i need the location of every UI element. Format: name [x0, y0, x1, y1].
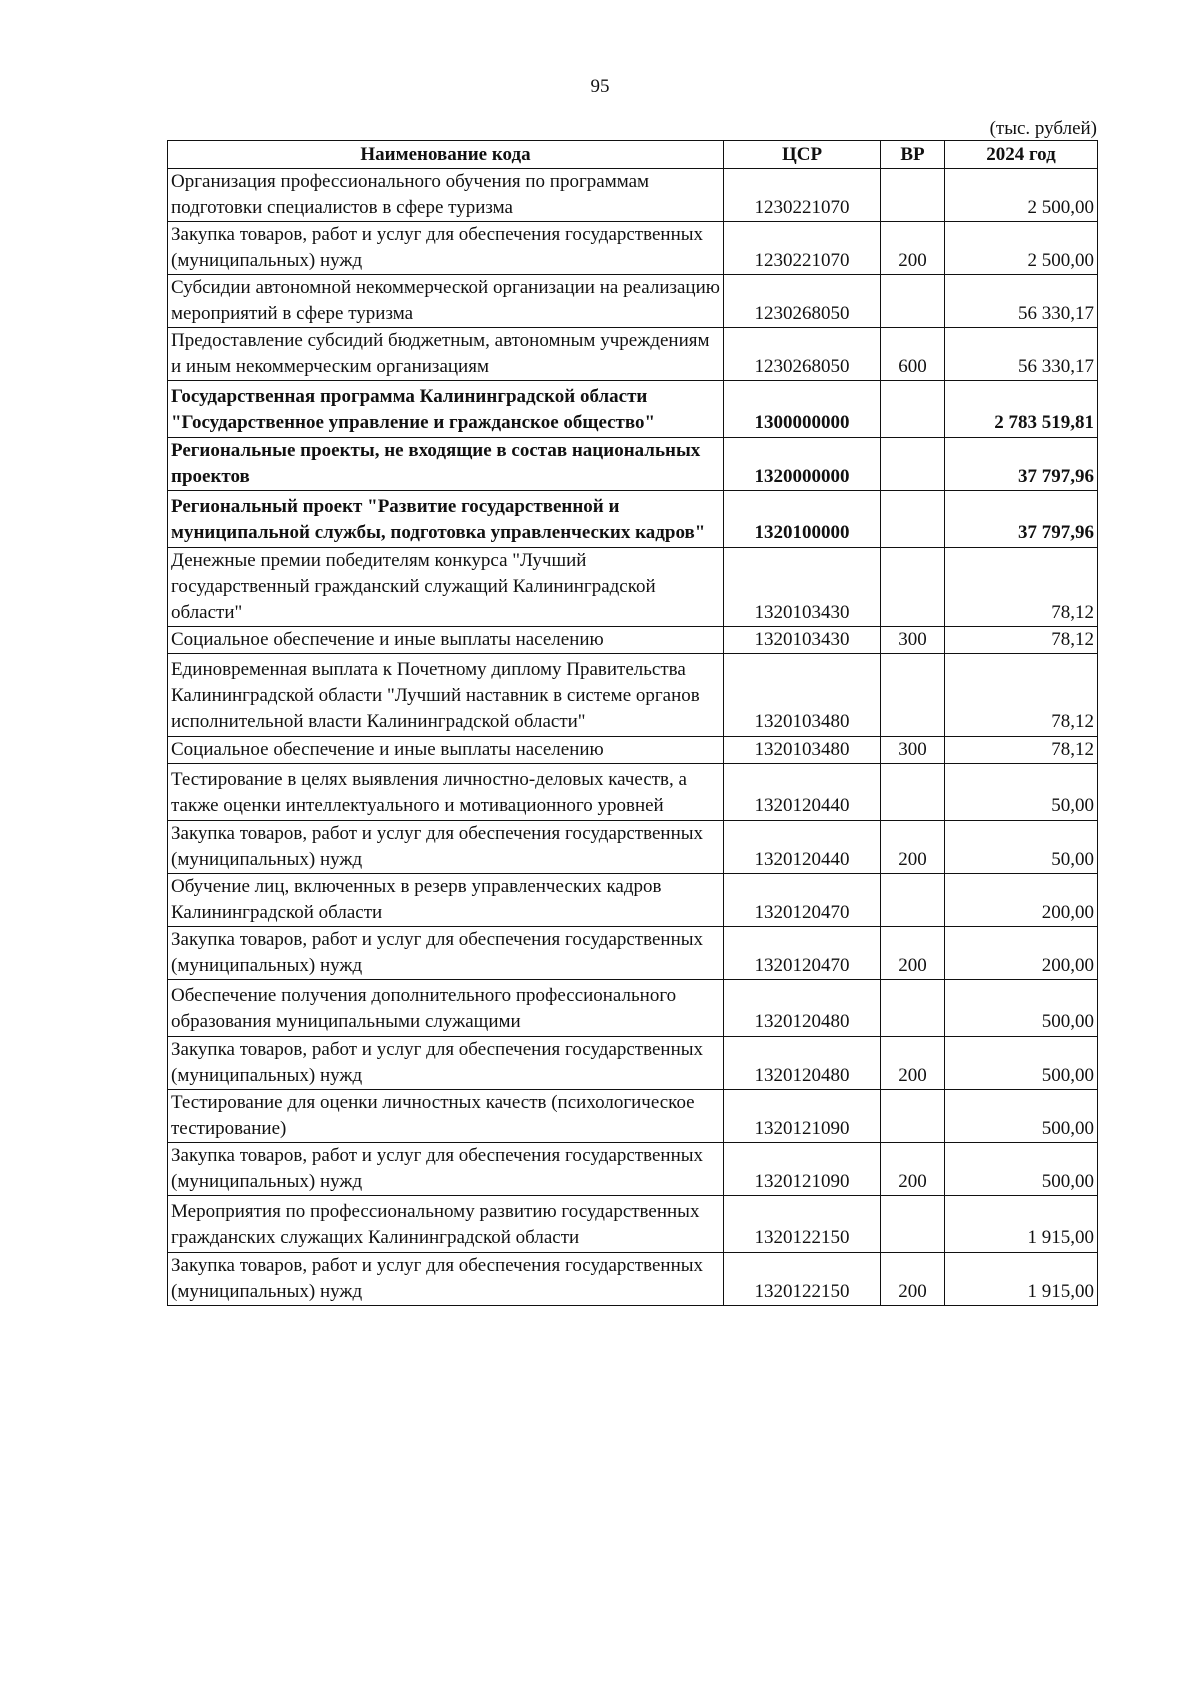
- row-vr: 200: [881, 222, 945, 275]
- row-vr: 200: [881, 1037, 945, 1090]
- row-name: Обеспечение получения дополнительного профессионального образования муниципальными служащими: [168, 980, 724, 1037]
- row-name: Региональный проект "Развитие государственной и муниципальной службы, подготовка управленческих кадров": [168, 491, 724, 548]
- row-vr: 200: [881, 1143, 945, 1196]
- row-vr: [881, 980, 945, 1037]
- row-name: Закупка товаров, работ и услуг для обеспечения государственных (муниципальных) нужд: [168, 1037, 724, 1090]
- row-name: Тестирование для оценки личностных качеств (психологическое тестирование): [168, 1090, 724, 1143]
- row-csr: 1320121090: [724, 1090, 881, 1143]
- table-row: [168, 654, 1098, 737]
- row-csr: 1320103480: [724, 654, 881, 737]
- row-csr: 1320122150: [724, 1196, 881, 1253]
- table-header-row: [168, 141, 1098, 169]
- row-csr: 1320122150: [724, 1253, 881, 1306]
- column-header-csr: ЦСР: [724, 141, 881, 169]
- table-row: [168, 874, 1098, 927]
- row-vr: [881, 548, 945, 627]
- row-csr: 1230268050: [724, 328, 881, 381]
- row-vr: [881, 169, 945, 222]
- row-name: Социальное обеспечение и иные выплаты населению: [168, 737, 724, 764]
- row-vr: 200: [881, 1253, 945, 1306]
- row-csr: 1320121090: [724, 1143, 881, 1196]
- row-name: Закупка товаров, работ и услуг для обеспечения государственных (муниципальных) нужд: [168, 1143, 724, 1196]
- table-row: [168, 222, 1098, 275]
- row-csr: 1320100000: [724, 491, 881, 548]
- row-name: Обучение лиц, включенных в резерв управленческих кадров Калининградской области: [168, 874, 724, 927]
- row-name: Субсидии автономной некоммерческой организации на реализацию мероприятий в сфере туризма: [168, 275, 724, 328]
- row-amount: 56 330,17: [945, 275, 1098, 328]
- column-header-year: 2024 год: [945, 141, 1098, 169]
- row-vr: 300: [881, 627, 945, 654]
- table-row: [168, 1090, 1098, 1143]
- row-csr: 1230221070: [724, 169, 881, 222]
- row-amount: 78,12: [945, 548, 1098, 627]
- table-row-projects: [168, 438, 1098, 491]
- row-vr: 200: [881, 821, 945, 874]
- row-csr: 1300000000: [724, 381, 881, 438]
- row-csr: 1320120440: [724, 764, 881, 821]
- row-vr: [881, 438, 945, 491]
- row-vr: [881, 381, 945, 438]
- row-csr: 1320120440: [724, 821, 881, 874]
- row-amount: 78,12: [945, 737, 1098, 764]
- row-amount: 37 797,96: [945, 491, 1098, 548]
- table-row: [168, 1037, 1098, 1090]
- row-name: Денежные премии победителям конкурса "Лучший государственный гражданский служащий Калининградской области": [168, 548, 724, 627]
- table-row-project: [168, 491, 1098, 548]
- row-csr: 1320103480: [724, 737, 881, 764]
- row-amount: 50,00: [945, 821, 1098, 874]
- row-name: Закупка товаров, работ и услуг для обеспечения государственных (муниципальных) нужд: [168, 821, 724, 874]
- row-amount: 37 797,96: [945, 438, 1098, 491]
- row-csr: 1320120470: [724, 927, 881, 980]
- row-vr: [881, 491, 945, 548]
- budget-table: [167, 140, 1098, 1306]
- row-amount: 1 915,00: [945, 1196, 1098, 1253]
- row-name: Закупка товаров, работ и услуг для обеспечения государственных (муниципальных) нужд: [168, 927, 724, 980]
- row-name: Предоставление субсидий бюджетным, автономным учреждениям и иным некоммерческим организациям: [168, 328, 724, 381]
- row-amount: 1 915,00: [945, 1253, 1098, 1306]
- table-row-program: [168, 381, 1098, 438]
- row-amount: 78,12: [945, 627, 1098, 654]
- row-csr: 1320000000: [724, 438, 881, 491]
- table-row: [168, 927, 1098, 980]
- table-row: [168, 821, 1098, 874]
- row-amount: 78,12: [945, 654, 1098, 737]
- column-header-vr: ВР: [881, 141, 945, 169]
- row-vr: 600: [881, 328, 945, 381]
- row-amount: 56 330,17: [945, 328, 1098, 381]
- row-vr: [881, 1090, 945, 1143]
- row-csr: 1320120480: [724, 980, 881, 1037]
- table-row: [168, 980, 1098, 1037]
- row-amount: 500,00: [945, 1037, 1098, 1090]
- table-row: [168, 328, 1098, 381]
- table-row: [168, 169, 1098, 222]
- table-row: [168, 548, 1098, 627]
- row-amount: 200,00: [945, 874, 1098, 927]
- row-vr: [881, 764, 945, 821]
- row-name: Региональные проекты, не входящие в состав национальных проектов: [168, 438, 724, 491]
- row-vr: [881, 874, 945, 927]
- row-amount: 200,00: [945, 927, 1098, 980]
- row-amount: 2 500,00: [945, 169, 1098, 222]
- row-amount: 2 783 519,81: [945, 381, 1098, 438]
- row-name: Государственная программа Калининградской области "Государственное управление и гражданское общество": [168, 381, 724, 438]
- row-vr: [881, 275, 945, 328]
- row-vr: 200: [881, 927, 945, 980]
- table-row: [168, 1253, 1098, 1306]
- row-amount: 500,00: [945, 1090, 1098, 1143]
- column-header-name: Наименование кода: [168, 141, 724, 169]
- table-row: [168, 737, 1098, 764]
- row-name: Закупка товаров, работ и услуг для обеспечения государственных (муниципальных) нужд: [168, 1253, 724, 1306]
- row-name: Мероприятия по профессиональному развитию государственных гражданских служащих Калининградской области: [168, 1196, 724, 1253]
- row-csr: 1230221070: [724, 222, 881, 275]
- table-row: [168, 1143, 1098, 1196]
- row-name: Закупка товаров, работ и услуг для обеспечения государственных (муниципальных) нужд: [168, 222, 724, 275]
- row-csr: 1320103430: [724, 548, 881, 627]
- row-amount: 500,00: [945, 1143, 1098, 1196]
- row-name: Единовременная выплата к Почетному диплому Правительства Калининградской области "Лучший наставник в системе органов исполнительной власти Калининградской области": [168, 654, 724, 737]
- table-row: [168, 275, 1098, 328]
- table-row: [168, 627, 1098, 654]
- row-csr: 1230268050: [724, 275, 881, 328]
- row-name: Социальное обеспечение и иные выплаты населению: [168, 627, 724, 654]
- row-amount: 2 500,00: [945, 222, 1098, 275]
- row-amount: 50,00: [945, 764, 1098, 821]
- row-vr: 300: [881, 737, 945, 764]
- row-csr: 1320103430: [724, 627, 881, 654]
- row-vr: [881, 654, 945, 737]
- units-label: (тыс. рублей): [989, 118, 1097, 139]
- table-row: [168, 764, 1098, 821]
- row-vr: [881, 1196, 945, 1253]
- table-row: [168, 1196, 1098, 1253]
- row-csr: 1320120480: [724, 1037, 881, 1090]
- row-csr: 1320120470: [724, 874, 881, 927]
- row-name: Организация профессионального обучения по программам подготовки специалистов в сфере туризма: [168, 169, 724, 222]
- page-number: 95: [590, 76, 610, 97]
- row-name: Тестирование в целях выявления личностно-деловых качеств, а также оценки интеллектуального и мотивационного уровней: [168, 764, 724, 821]
- row-amount: 500,00: [945, 980, 1098, 1037]
